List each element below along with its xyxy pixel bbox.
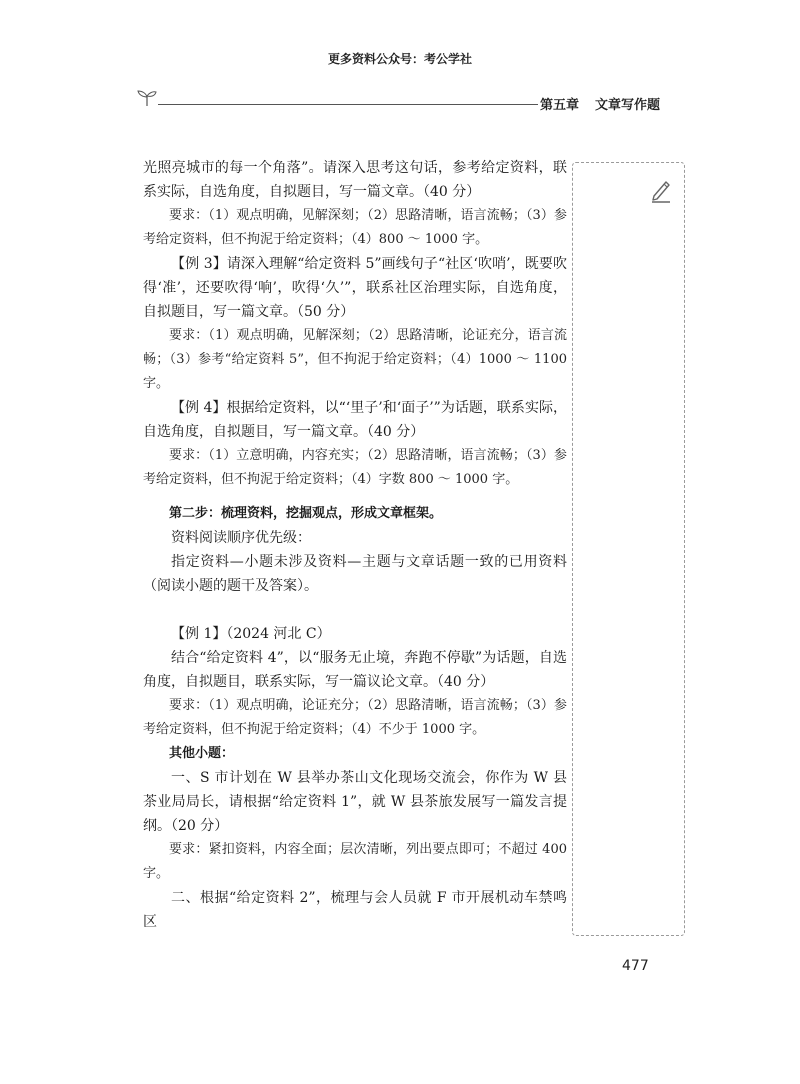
requirements: 要求：紧扣资料，内容全面；层次清晰，列出要点即可；不超过 400 字。 bbox=[143, 842, 567, 881]
chapter-title: 文章写作题 bbox=[595, 98, 661, 113]
main-content bbox=[143, 156, 567, 934]
other-questions-label: 其他小题： bbox=[169, 746, 235, 761]
example-4: 【例 4】根据给定资料，以“‘里子’和‘面子’”为话题，联系实际，自选角度，自拟题目，写一篇文章。（40 分） bbox=[143, 400, 567, 440]
pencil-icon bbox=[648, 177, 674, 203]
step-2-heading: 第二步：梳理资料，挖掘观点，形成文章框架。 bbox=[169, 506, 443, 521]
requirements: 要求：（1）立意明确，内容充实；（2）思路清晰，语言流畅；（3）参考给定资料，但不拘泥于给定资料；（4）字数 800 ～ 1000 字。 bbox=[143, 448, 567, 487]
chapter-number: 第五章 bbox=[540, 98, 580, 113]
page-number: 477 bbox=[622, 958, 649, 974]
chapter-header bbox=[136, 90, 666, 114]
paragraph: 光照亮城市的每一个角落”。请深入思考这句话，参考给定资料，联系实际，自选角度，自拟题目，写一篇文章。（40 分） bbox=[143, 160, 567, 200]
priority-label: 资料阅读顺序优先级： bbox=[171, 530, 311, 546]
sprout-icon bbox=[136, 88, 158, 112]
question-1: 一、S 市计划在 W 县举办茶山文化现场交流会，你作为 W 县茶业局局长，请根据“给定资料 1”，就 W 县茶旅发展写一篇发言提纲。（20 分） bbox=[143, 770, 567, 834]
requirements: 要求：（1）观点明确，见解深刻；（2）思路清晰，论证充分，语言流畅；（3）参考“给定资料 5”，但不拘泥于给定资料；（4）1000 ～ 1100 字。 bbox=[143, 328, 567, 391]
example-1-title: 【例 1】（2024 河北 C） bbox=[171, 626, 331, 642]
example-3: 【例 3】请深入理解“给定资料 5”画线句子“社区‘吹哨’，既要吹得‘准’，还要吹得‘响’，吹得‘久’”，联系社区治理实际，自选角度，自拟题目，写一篇文章。（50 分） bbox=[143, 256, 567, 320]
chapter-label bbox=[540, 94, 660, 113]
example-1-text: 结合“给定资料 4”，以“服务无止境，奔跑不停歇”为话题，自选角度，自拟题目，联系实际，写一篇议论文章。（40 分） bbox=[143, 650, 567, 690]
notes-box bbox=[572, 162, 685, 936]
header-rule bbox=[158, 104, 538, 105]
requirements: 要求：（1）观点明确，见解深刻；（2）思路清晰，语言流畅；（3）参考给定资料，但不拘泥于给定资料；（4）800 ～ 1000 字。 bbox=[143, 208, 567, 247]
requirements: 要求：（1）观点明确，论证充分；（2）思路清晰，语言流畅；（3）参考给定资料，但不拘泥于给定资料；（4）不少于 1000 字。 bbox=[143, 698, 567, 737]
top-note: 更多资料公众号：考公学社 bbox=[327, 52, 472, 66]
question-2: 二、根据“给定资料 2”，梳理与会人员就 F 市开展机动车禁鸣区 bbox=[143, 890, 567, 930]
priority-text: 指定资料—小题未涉及资料—主题与文章话题一致的已用资料（阅读小题的题干及答案）。 bbox=[143, 554, 567, 594]
